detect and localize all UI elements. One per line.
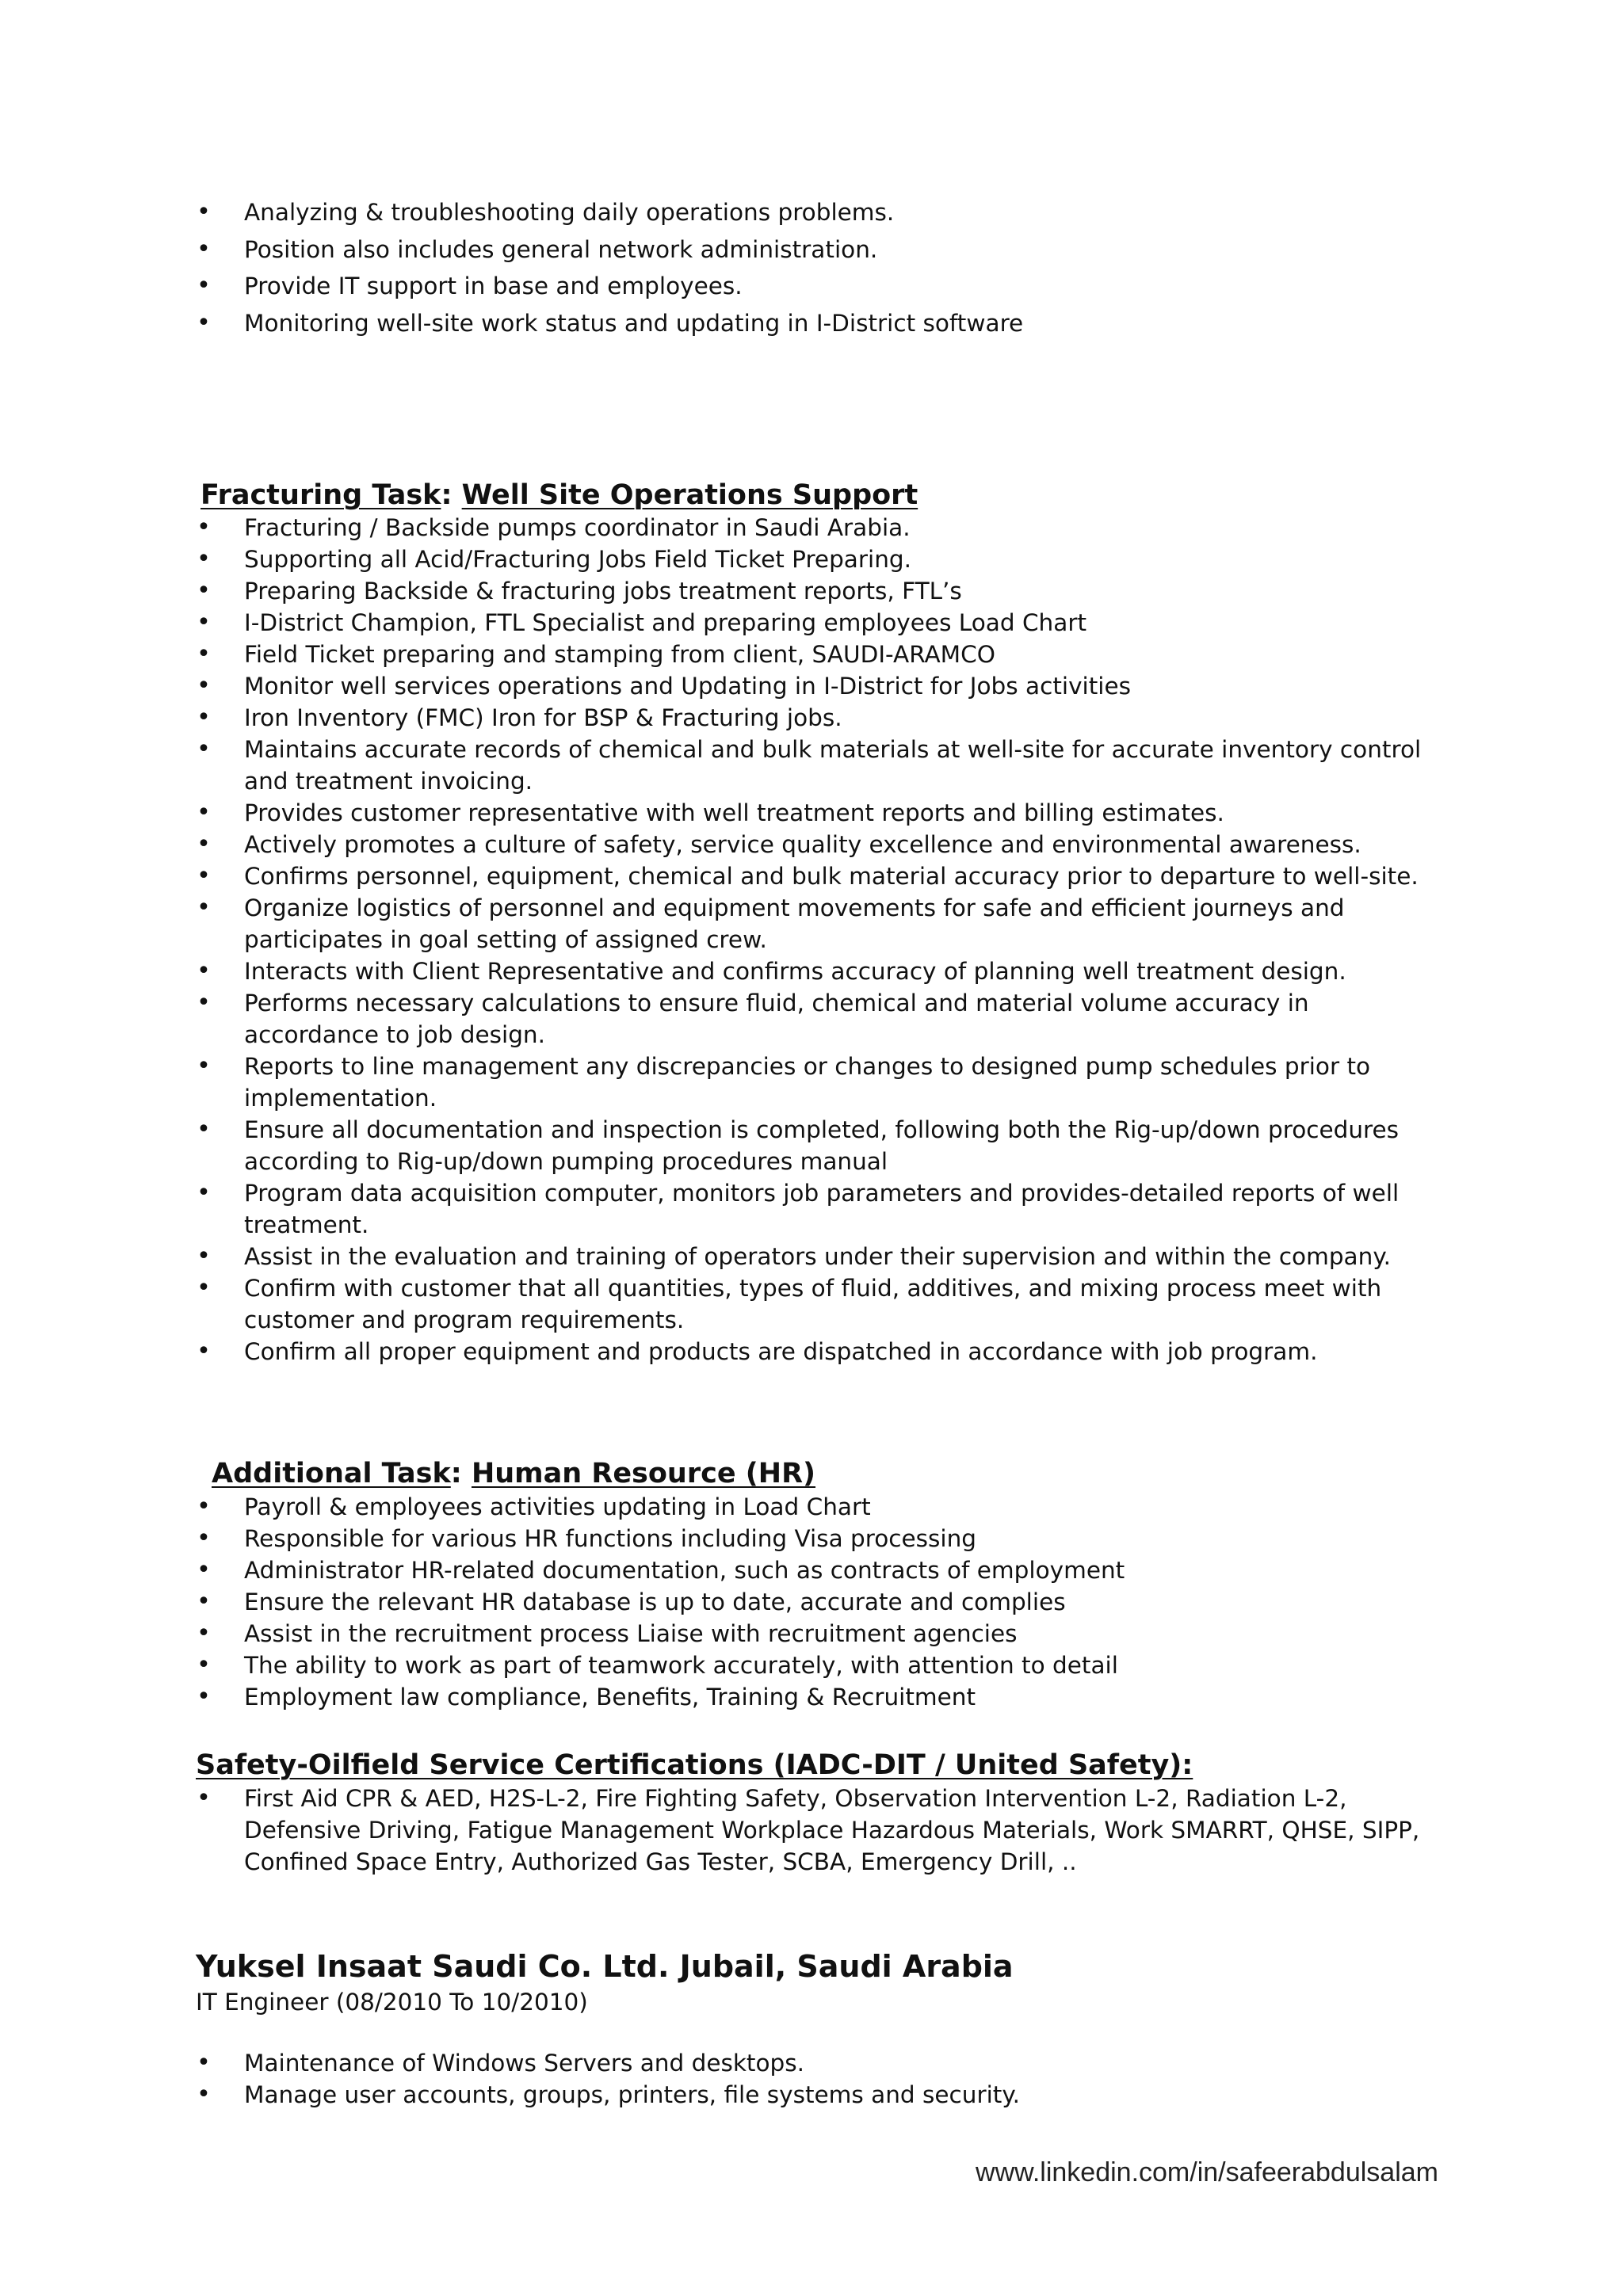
linkedin-link[interactable]: www.linkedin.com/in/safeerabdulsalam: [976, 2157, 1438, 2187]
list-item: • Monitor well services operations and Updating in I-District for Jobs activities: [0, 670, 1623, 702]
list-item: • Provide IT support in base and employees.: [0, 268, 1205, 305]
list-item: • Analyzing & troubleshooting daily operations problems.: [0, 194, 1205, 231]
list-item: • Payroll & employees activities updating in Load Chart: [0, 1491, 1307, 1523]
list-item: • I-District Champion, FTL Specialist and preparing employees Load Chart: [0, 607, 1623, 639]
list-item: • Performs necessary calculations to ensure fluid, chemical and material volume accuracy in accordance to job design.: [0, 987, 1623, 1051]
bullet-icon: •: [197, 1524, 211, 1552]
bullet-icon: •: [197, 1588, 211, 1615]
bullet-icon: •: [197, 1784, 211, 1812]
bullet-icon: •: [197, 799, 211, 826]
bullet-icon: •: [197, 704, 211, 731]
list-item: • First Aid CPR & AED, H2S-L-2, Fire Fighting Safety, Observation Intervention L-2, Radiation L-2, Defensive Driving, Fatigue Management Workplace Hazardous Materials, Work SMARRT, QHSE, SIPP, Confined Space Entry, Authorized Gas Tester, SCBA, Emergency Drill, ..: [0, 1783, 1623, 1878]
bullet-icon: •: [197, 1116, 211, 1143]
yuksel-bullet-list: [0, 2047, 1202, 2111]
bullet-icon: •: [197, 672, 211, 700]
list-item: • Provides customer representative with well treatment reports and billing estimates.: [0, 797, 1623, 829]
bullet-icon: •: [197, 1242, 211, 1270]
company-title: Yuksel Insaat Saudi Co. Ltd. Jubail, Saudi Arabia: [196, 1949, 1014, 1984]
section-label: Additional Task: [212, 1458, 451, 1489]
list-item: • Preparing Backside & fracturing jobs treatment reports, FTL’s: [0, 575, 1623, 607]
list-item: • Reports to line management any discrepancies or changes to designed pump schedules prior to implementation.: [0, 1051, 1623, 1114]
list-item: • Monitoring well-site work status and updating in I-District software: [0, 305, 1205, 342]
list-item: • Fracturing / Backside pumps coordinator in Saudi Arabia.: [0, 512, 1623, 543]
list-item: • Program data acquisition computer, monitors job parameters and provides-detailed reports of well treatment.: [0, 1177, 1623, 1241]
bullet-icon: •: [197, 513, 211, 541]
bullet-icon: •: [197, 989, 211, 1016]
fracturing-section-heading: Fracturing Task: Well Site Operations Support: [200, 479, 918, 511]
bullet-icon: •: [197, 2049, 211, 2077]
list-item: • Position also includes general network administration.: [0, 231, 1205, 269]
section-value: Well Site Operations Support: [461, 479, 918, 511]
list-item: • Assist in the recruitment process Liaise with recruitment agencies: [0, 1618, 1307, 1650]
top-bullet-list: [0, 194, 1205, 341]
hr-bullet-list: [0, 1491, 1307, 1713]
bullet-icon: •: [197, 545, 211, 573]
hr-section-heading: Additional Task: Human Resource (HR): [212, 1458, 816, 1489]
bullet-icon: •: [197, 577, 211, 605]
list-item: • Responsible for various HR functions including Visa processing: [0, 1523, 1307, 1554]
list-item: • Ensure all documentation and inspection is completed, following both the Rig-up/down procedures according to Rig-up/down pumping procedures manual: [0, 1114, 1623, 1177]
list-item: • Confirm all proper equipment and products are dispatched in accordance with job program.: [0, 1336, 1623, 1367]
list-item: • Maintenance of Windows Servers and desktops.: [0, 2047, 1202, 2079]
list-item: • Assist in the evaluation and training of operators under their supervision and within the company.: [0, 1241, 1623, 1272]
bullet-icon: •: [197, 608, 211, 636]
list-item: • Field Ticket preparing and stamping from client, SAUDI-ARAMCO: [0, 639, 1623, 670]
bullet-icon: •: [197, 1337, 211, 1365]
bullet-icon: •: [197, 862, 211, 890]
bullet-icon: •: [197, 1651, 211, 1679]
list-item: • Interacts with Client Representative and confirms accuracy of planning well treatment design.: [0, 955, 1623, 987]
section-label: Fracturing Task: [200, 479, 441, 511]
list-item: • Organize logistics of personnel and equipment movements for safe and efficient journeys and participates in goal setting of assigned crew.: [0, 892, 1623, 955]
bullet-icon: •: [197, 1493, 211, 1520]
list-item: • Iron Inventory (FMC) Iron for BSP & Fracturing jobs.: [0, 702, 1623, 734]
bullet-icon: •: [197, 1619, 211, 1647]
list-item: • Confirm with customer that all quantities, types of fluid, additives, and mixing process meet with customer and program requirements.: [0, 1272, 1623, 1336]
bullet-icon: •: [197, 894, 211, 921]
list-item: • Actively promotes a culture of safety, service quality excellence and environmental awareness.: [0, 829, 1623, 860]
certifications-heading: Safety-Oilfield Service Certifications (IADC-DIT / United Safety):: [196, 1749, 1193, 1781]
bullet-icon: •: [197, 1052, 211, 1080]
bullet-icon: •: [197, 2081, 211, 2108]
list-item: • Confirms personnel, equipment, chemical and bulk material accuracy prior to departure to well-site.: [0, 860, 1623, 892]
job-role: IT Engineer (08/2010 To 10/2010): [196, 1989, 588, 2016]
fracturing-bullet-list: [0, 512, 1623, 1367]
bullet-icon: •: [197, 640, 211, 668]
list-item: • Employment law compliance, Benefits, Training & Recruitment: [0, 1681, 1307, 1713]
list-item: • Manage user accounts, groups, printers, file systems and security.: [0, 2079, 1202, 2111]
bullet-icon: •: [197, 198, 211, 226]
list-item: • Maintains accurate records of chemical and bulk materials at well-site for accurate inventory control and treatment invoicing.: [0, 734, 1623, 797]
certifications-bullet-list: [0, 1783, 1623, 1878]
bullet-icon: •: [197, 308, 211, 337]
bullet-icon: •: [197, 1556, 211, 1584]
list-item: • Administrator HR-related documentation, such as contracts of employment: [0, 1554, 1307, 1586]
list-item: • Ensure the relevant HR database is up to date, accurate and complies: [0, 1586, 1307, 1618]
bullet-icon: •: [197, 735, 211, 763]
list-item: • The ability to work as part of teamwork accurately, with attention to detail: [0, 1650, 1307, 1681]
section-value: Human Resource (HR): [471, 1458, 816, 1489]
bullet-icon: •: [197, 272, 211, 299]
bullet-icon: •: [197, 1274, 211, 1302]
bullet-icon: •: [197, 1179, 211, 1207]
bullet-icon: •: [197, 957, 211, 985]
bullet-icon: •: [197, 830, 211, 858]
list-item: • Supporting all Acid/Fracturing Jobs Field Ticket Preparing.: [0, 543, 1623, 575]
bullet-icon: •: [197, 1683, 211, 1711]
bullet-icon: •: [197, 235, 211, 263]
